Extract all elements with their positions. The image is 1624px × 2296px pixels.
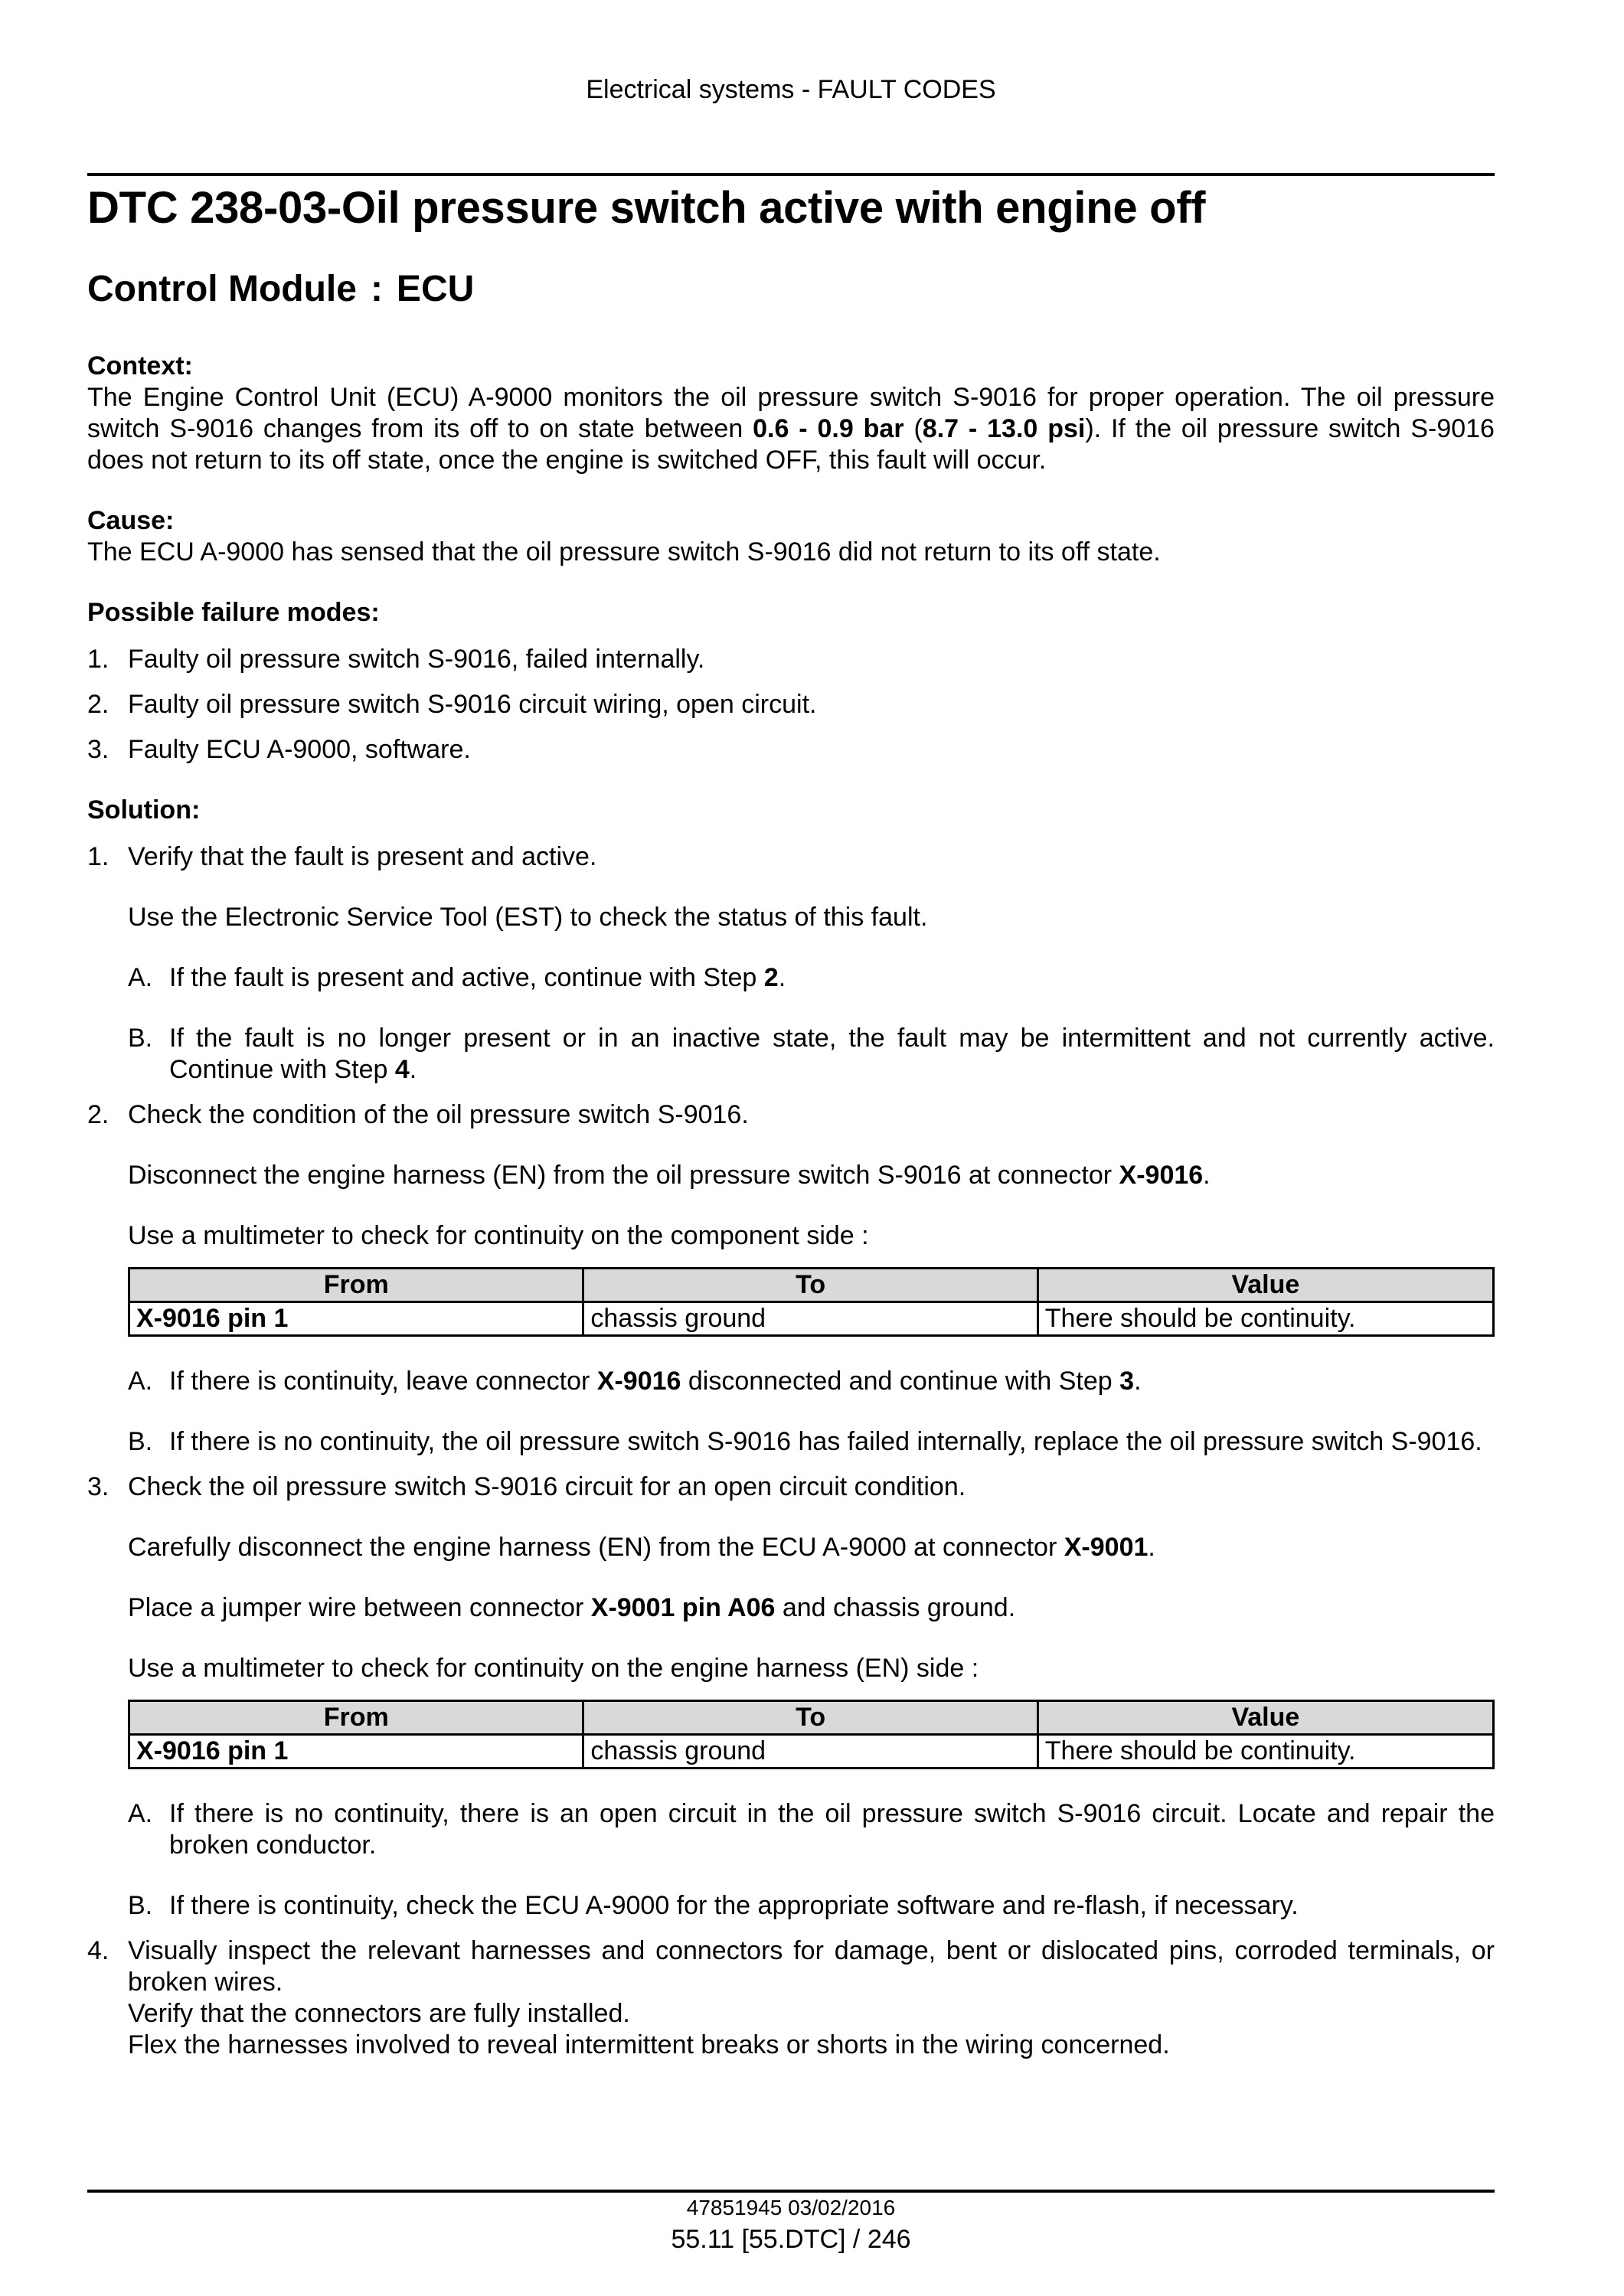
table-cell: chassis ground <box>583 1302 1037 1336</box>
context-section <box>87 351 1495 476</box>
document-reference: 47851945 03/02/2016 <box>686 2196 896 2219</box>
list-item <box>87 644 1495 675</box>
solution-heading: Solution: <box>87 795 201 825</box>
instruction-text: Disconnect the engine harness (EN) from the oil pressure switch S-9016 at connector <box>128 1161 1119 1190</box>
list-item-text: Faulty oil pressure switch S-9016, failed internally. <box>128 645 705 674</box>
step-option-a <box>128 962 1495 994</box>
option-letter: A. <box>128 963 153 992</box>
step-option-a <box>128 1798 1495 1861</box>
step-text: Visually inspect the relevant harnesses and connectors for damage, bent or dislocated pins, corroded terminals, or broken wires. <box>128 1936 1495 1997</box>
table-header: Value <box>1037 1269 1493 1302</box>
connector-reference: X-9016 <box>1119 1161 1204 1190</box>
footer-rule <box>87 2190 1495 2193</box>
step-option-a <box>128 1366 1495 1397</box>
context-text-part: The Engine Control Unit (ECU) A-9000 monitors the oil pressure switch S-9016 for proper operation. The oil pressure switch S-9016 changes from its off to on state between <box>87 383 1495 443</box>
cause-heading: Cause: <box>87 506 175 535</box>
table-header: From <box>129 1269 583 1302</box>
page-title: DTC 238-03-Oil pressure switch active with engine off <box>87 183 1206 233</box>
step-instruction <box>128 1592 1495 1624</box>
option-letter: A. <box>128 1799 153 1828</box>
context-text <box>87 382 1495 476</box>
context-heading: Context: <box>87 351 193 380</box>
option-letter: A. <box>128 1367 153 1396</box>
table-header: To <box>583 1701 1037 1735</box>
list-item-text: Faulty ECU A-9000, software. <box>128 735 471 764</box>
table-header-row <box>129 1701 1494 1735</box>
instruction-text: . <box>1203 1161 1211 1190</box>
table-cell: There should be continuity. <box>1037 1302 1493 1336</box>
step-reference: 4 <box>394 1055 410 1084</box>
option-text: . <box>778 963 786 992</box>
failure-modes-heading: Possible failure modes: <box>87 598 380 627</box>
connector-reference: X-9001 <box>1064 1533 1149 1562</box>
option-text: If there is continuity, leave connector <box>169 1367 597 1396</box>
step-option-b <box>128 1426 1495 1458</box>
continuity-table <box>128 1700 1495 1769</box>
step-reference: 3 <box>1119 1367 1135 1396</box>
failure-modes-list <box>87 644 1495 766</box>
list-number: 3. <box>87 735 109 764</box>
connector-reference: X-9016 <box>596 1367 681 1396</box>
option-text: If there is no continuity, there is an open circuit in the oil pressure switch S-9016 circuit. Locate and repair the broken conductor. <box>169 1799 1495 1860</box>
step-number: 2. <box>87 1100 109 1129</box>
instruction-text: and chassis ground. <box>775 1593 1016 1622</box>
step-title: Check the condition of the oil pressure switch S-9016. <box>128 1100 749 1129</box>
pressure-psi-value: 8.7 - 13.0 psi <box>922 414 1086 443</box>
connector-reference: X-9001 pin A06 <box>590 1593 776 1622</box>
table-header: From <box>129 1701 583 1735</box>
table-cell: chassis ground <box>583 1735 1037 1769</box>
table-row <box>129 1735 1494 1769</box>
step-title: Verify that the fault is present and active. <box>128 842 597 871</box>
step-instruction: Use the Electronic Service Tool (EST) to check the status of this fault. <box>128 903 928 932</box>
option-letter: B. <box>128 1427 153 1456</box>
step-option-b <box>128 1023 1495 1086</box>
running-header: Electrical systems - FAULT CODES <box>586 75 996 104</box>
step-number: 1. <box>87 842 109 871</box>
table-header: To <box>583 1269 1037 1302</box>
step-reference: 2 <box>763 963 779 992</box>
solution-step-1 <box>87 841 1495 1086</box>
continuity-table <box>128 1267 1495 1337</box>
option-text: . <box>409 1055 417 1084</box>
step-instruction <box>128 1160 1495 1191</box>
list-item-text: Faulty oil pressure switch S-9016 circuit wiring, open circuit. <box>128 690 817 719</box>
page-reference: 55.11 [55.DTC] / 246 <box>671 2225 911 2254</box>
table-row <box>129 1302 1494 1336</box>
failure-modes-section <box>87 597 1495 766</box>
context-text-part: ( <box>903 414 923 443</box>
instruction-text: Carefully disconnect the engine harness (EN) from the ECU A-9000 at connector <box>128 1533 1064 1562</box>
option-text: If there is no continuity, the oil pressure switch S-9016 has failed internally, replace the oil pressure switch S-9016. <box>169 1427 1482 1456</box>
solution-step-4 <box>87 1935 1495 2061</box>
step-instruction: Use a multimeter to check for continuity on the engine harness (EN) side : <box>128 1654 979 1683</box>
step-option-b <box>128 1890 1495 1922</box>
step-instruction <box>128 1532 1495 1563</box>
solution-step-3 <box>87 1471 1495 1922</box>
option-text: If the fault is present and active, continue with Step <box>169 963 764 992</box>
option-text: disconnected and continue with Step <box>681 1367 1120 1396</box>
step-number: 3. <box>87 1472 109 1501</box>
control-module-label: Control Module <box>87 269 357 309</box>
context-text-part: ). If the oil pressure switch S-9016 does not return to its off state, once the engine is switched OFF, this fault will occur. <box>87 414 1495 475</box>
control-module-colon: : <box>370 269 383 309</box>
table-cell: X-9016 pin 1 <box>129 1735 583 1769</box>
control-module-heading <box>87 268 474 310</box>
option-text: If there is continuity, check the ECU A-9000 for the appropriate software and re-flash, if necessary. <box>169 1891 1299 1920</box>
pressure-bar-value: 0.6 - 0.9 bar <box>753 414 904 443</box>
table-cell: X-9016 pin 1 <box>129 1302 583 1336</box>
list-number: 1. <box>87 645 109 674</box>
solution-step-2 <box>87 1099 1495 1458</box>
instruction-text: . <box>1148 1533 1155 1562</box>
document-body <box>87 351 1495 2061</box>
step-number: 4. <box>87 1936 109 1965</box>
instruction-text: Place a jumper wire between connector <box>128 1593 591 1622</box>
step-instruction: Use a multimeter to check for continuity on the component side : <box>128 1221 869 1250</box>
table-header: Value <box>1037 1701 1493 1735</box>
list-item <box>87 734 1495 766</box>
step-text: Flex the harnesses involved to reveal intermittent breaks or shorts in the wiring concerned. <box>128 2030 1170 2059</box>
control-module-value: ECU <box>396 269 475 309</box>
option-letter: B. <box>128 1024 153 1053</box>
list-number: 2. <box>87 690 109 719</box>
cause-text: The ECU A-9000 has sensed that the oil pressure switch S-9016 did not return to its off state. <box>87 537 1161 567</box>
cause-section <box>87 505 1495 568</box>
step-text: Verify that the connectors are fully installed. <box>128 1999 630 2028</box>
solution-section <box>87 795 1495 2061</box>
step-title: Check the oil pressure switch S-9016 circuit for an open circuit condition. <box>128 1472 966 1501</box>
option-text: . <box>1134 1367 1142 1396</box>
table-cell: There should be continuity. <box>1037 1735 1493 1769</box>
header-rule <box>87 173 1495 176</box>
option-text: If the fault is no longer present or in an inactive state, the fault may be intermittent and not currently active. Continue with Step <box>169 1024 1495 1084</box>
table-header-row <box>129 1269 1494 1302</box>
option-letter: B. <box>128 1891 153 1920</box>
list-item <box>87 689 1495 720</box>
